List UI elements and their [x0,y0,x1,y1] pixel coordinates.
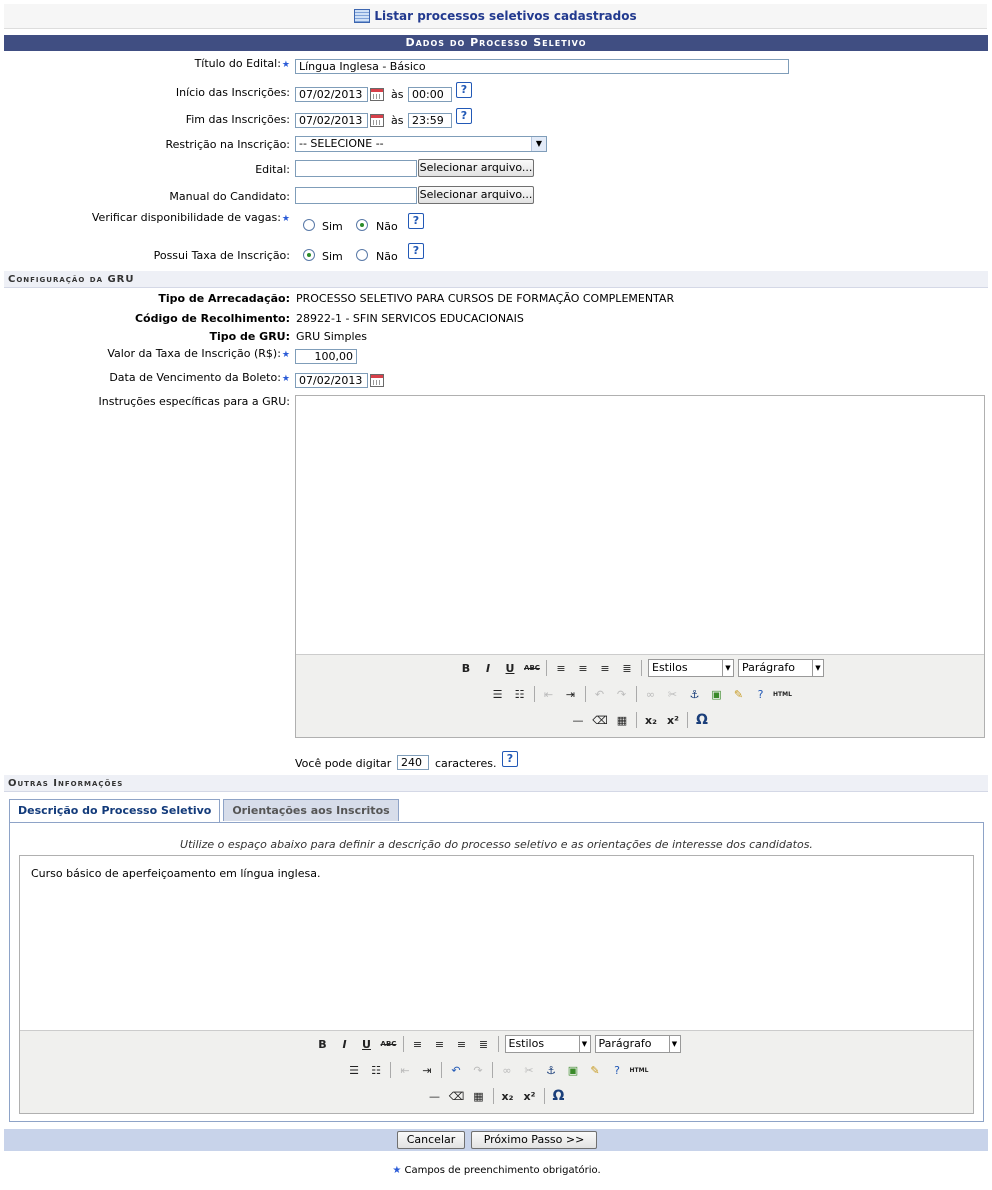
codigo-value: 28922-1 - SFIN SERVICOS EDUCACIONAIS [296,312,524,325]
edital-select-file-button[interactable]: Selecionar arquivo... [418,159,534,177]
vagas-sim-label: Sim [322,220,343,233]
html-icon[interactable]: HTML [629,1066,649,1074]
separator [546,660,547,676]
tab-descricao[interactable]: Descrição do Processo Seletivo [9,799,220,823]
chars-prefix: Você pode digitar [295,757,392,770]
vagas-nao-label: Não [376,220,398,233]
tipo-gru-value: GRU Simples [296,330,368,343]
instrucoes-editor-toolbar [296,654,984,737]
undo-icon[interactable]: ↶ [451,1063,461,1077]
titulo-label: Título do Edital:★ [194,57,290,70]
taxa-nao-label: Não [376,250,398,263]
tab-hint: Utilize o espaço abaixo para definir a descrição do processo seletivo e as orientações de interesse dos candidatos. [180,838,813,851]
strikethrough-icon[interactable]: ABC [380,1040,397,1048]
outdent-icon[interactable]: ⇤ [543,687,554,701]
align-left-icon[interactable]: ≡ [412,1037,423,1051]
superscript-icon[interactable]: x² [667,713,679,727]
omega-icon[interactable]: Ω [696,712,708,728]
numbered-list-icon[interactable]: ☷ [371,1063,381,1077]
chars-suffix: caracteres. [435,757,497,770]
table-icon[interactable]: ▦ [473,1089,484,1103]
eraser-icon[interactable]: ⌫ [592,713,608,727]
tab-panel [9,822,984,1122]
chevron-down-icon: ▼ [579,1036,590,1052]
align-left-icon[interactable]: ≡ [556,661,566,675]
align-center-icon[interactable]: ≡ [578,661,588,675]
descricao-editor-toolbar [20,1030,973,1113]
descricao-content: Curso básico de aperfeiçoamento em língua inglesa. [31,867,321,880]
descricao-editor[interactable] [19,855,974,1114]
help-icon[interactable]: ? [502,751,518,767]
strikethrough-icon[interactable]: ABC [524,664,540,672]
italic-icon[interactable]: I [342,1037,347,1051]
separator [534,686,535,702]
align-center-icon[interactable]: ≡ [434,1037,445,1051]
required-star-icon: ★ [281,60,290,70]
separator [390,1062,391,1078]
chevron-down-icon: ▼ [531,137,546,151]
vencimento-label: Data de Vencimento da Boleto:★ [109,371,290,384]
tab-orientacoes[interactable]: Orientações aos Inscritos [223,799,398,821]
paragraph-value: Parágrafo [742,661,795,674]
separator [493,1088,494,1104]
image-icon[interactable]: ▣ [567,1063,579,1077]
redo-icon[interactable]: ↷ [616,687,627,701]
help-circle-icon[interactable]: ? [757,687,764,701]
help-icon[interactable]: ? [456,82,472,98]
help-circle-icon[interactable]: ? [614,1063,620,1077]
separator [687,712,688,728]
omega-icon[interactable]: Ω [552,1088,565,1104]
fim-label: Fim das Inscrições: [185,113,290,126]
restricao-select[interactable] [295,136,547,152]
anchor-icon[interactable]: ⚓ [689,687,700,701]
subscript-icon[interactable]: x₂ [645,713,657,727]
eraser-icon[interactable]: ⌫ [448,1089,465,1103]
edital-file-input[interactable] [295,160,417,177]
required-star-icon: ★ [281,214,290,224]
chevron-down-icon: ▼ [722,660,733,676]
required-star-icon: ★ [281,374,290,384]
inicio-date-input[interactable] [295,87,368,102]
unlink-icon[interactable]: ✂ [667,687,678,701]
align-justify-icon[interactable]: ≣ [478,1037,489,1051]
valor-label: Valor da Taxa de Inscrição (R$):★ [107,347,290,360]
tipo-gru-label: Tipo de GRU: [209,330,290,343]
outras-section-title: Outras Informações [4,775,988,792]
bold-icon[interactable]: B [461,661,471,675]
as-label: às [391,88,404,101]
bold-icon[interactable]: B [318,1037,327,1051]
indent-icon[interactable]: ⇥ [422,1063,432,1077]
instrucoes-label: Instruções específicas para a GRU: [98,395,290,408]
paragraph-select[interactable] [738,659,824,677]
unlink-icon[interactable]: ✂ [524,1063,534,1077]
separator [641,660,642,676]
calendar-icon[interactable] [370,88,384,101]
manual-label: Manual do Candidato: [169,190,290,203]
top-link-bar [4,4,987,29]
paragraph-select[interactable] [595,1035,681,1053]
paragraph-value: Parágrafo [598,1037,652,1050]
subscript-icon[interactable]: x₂ [501,1089,514,1103]
help-icon[interactable]: ? [456,108,472,124]
manual-select-file-button[interactable]: Selecionar arquivo... [418,186,534,204]
chevron-down-icon: ▼ [812,660,823,676]
separator [636,712,637,728]
separator [544,1088,545,1104]
fim-time-input[interactable] [408,113,452,128]
align-right-icon[interactable]: ≡ [456,1037,467,1051]
bullet-list-icon[interactable]: ☰ [349,1063,359,1077]
separator [498,1036,499,1052]
as-label: às [391,114,404,127]
indent-icon[interactable]: ⇥ [565,687,576,701]
numbered-list-icon[interactable]: ☷ [514,687,525,701]
styles-select[interactable] [505,1035,591,1053]
tipo-arrecadacao-value: PROCESSO SELETIVO PARA CURSOS DE FORMAÇÃO COMPLEMENTAR [296,292,675,305]
edital-label: Edital: [255,163,290,176]
gru-section-title: Configuração da GRU [4,271,988,288]
separator [403,1036,404,1052]
styles-value: Estilos [508,1037,545,1050]
list-icon [354,9,370,23]
horizontal-rule-icon[interactable]: — [429,1089,440,1103]
styles-value: Estilos [652,661,688,674]
taxa-label: Possui Taxa de Inscrição: [153,249,290,262]
required-star-icon: ★ [281,350,290,360]
redo-icon[interactable]: ↷ [473,1063,483,1077]
align-justify-icon[interactable]: ≣ [622,661,632,675]
link-icon[interactable]: ∞ [502,1063,512,1077]
vencimento-date-input[interactable] [295,373,368,388]
cleanup-icon[interactable]: ✎ [733,687,744,701]
underline-icon[interactable]: U [505,661,515,675]
align-right-icon[interactable]: ≡ [600,661,610,675]
table-icon[interactable]: ▦ [616,713,628,727]
restricao-label: Restrição na Inscrição: [165,138,290,151]
taxa-nao-radio[interactable] [356,249,368,261]
required-note [0,1165,992,1176]
listar-processos-label: Listar processos seletivos cadastrados [374,9,637,23]
taxa-sim-radio[interactable] [303,249,315,261]
inicio-time-input[interactable] [408,87,452,102]
next-step-button[interactable]: Próximo Passo >> [471,1131,597,1149]
separator [636,686,637,702]
styles-select[interactable] [648,659,734,677]
calendar-icon[interactable] [370,114,384,127]
vagas-nao-radio[interactable] [356,219,368,231]
inicio-label: Início das Inscrições: [175,86,290,99]
taxa-sim-label: Sim [322,250,343,263]
separator [492,1062,493,1078]
vagas-label: Verificar disponibilidade de vagas:★ [91,211,290,224]
italic-icon[interactable]: I [485,661,491,675]
manual-file-input[interactable] [295,187,417,204]
chars-remaining-input [397,755,429,770]
tipo-arrecadacao-label: Tipo de Arrecadação: [158,292,290,305]
help-icon[interactable]: ? [408,243,424,259]
cleanup-icon[interactable]: ✎ [590,1063,600,1077]
html-icon[interactable]: HTML [773,690,792,698]
help-icon[interactable]: ? [408,213,424,229]
chevron-down-icon: ▼ [669,1036,680,1052]
restricao-value: -- SELECIONE -- [299,137,384,150]
image-icon[interactable]: ▣ [711,687,722,701]
titulo-input[interactable] [295,59,789,74]
vagas-sim-radio[interactable] [303,219,315,231]
separator [441,1062,442,1078]
outdent-icon[interactable]: ⇤ [400,1063,410,1077]
calendar-icon[interactable] [370,374,384,387]
listar-processos-link[interactable] [354,9,636,23]
form-caption: Dados do Processo Seletivo [4,35,988,51]
fim-date-input[interactable] [295,113,368,128]
bullet-list-icon[interactable]: ☰ [492,687,503,701]
valor-input[interactable] [295,349,357,364]
tabs [9,799,399,823]
superscript-icon[interactable]: x² [523,1089,536,1103]
link-icon[interactable]: ∞ [645,687,656,701]
instrucoes-editor[interactable] [295,395,985,738]
required-star-icon: ★ [392,1165,402,1176]
undo-icon[interactable]: ↶ [594,687,605,701]
codigo-label: Código de Recolhimento: [134,312,290,325]
anchor-icon[interactable]: ⚓ [546,1063,556,1077]
separator [585,686,586,702]
horizontal-rule-icon[interactable]: — [572,713,584,727]
cancel-button[interactable]: Cancelar [397,1131,465,1149]
required-note-text: Campos de preenchimento obrigatório. [404,1165,601,1176]
underline-icon[interactable]: U [362,1037,371,1051]
